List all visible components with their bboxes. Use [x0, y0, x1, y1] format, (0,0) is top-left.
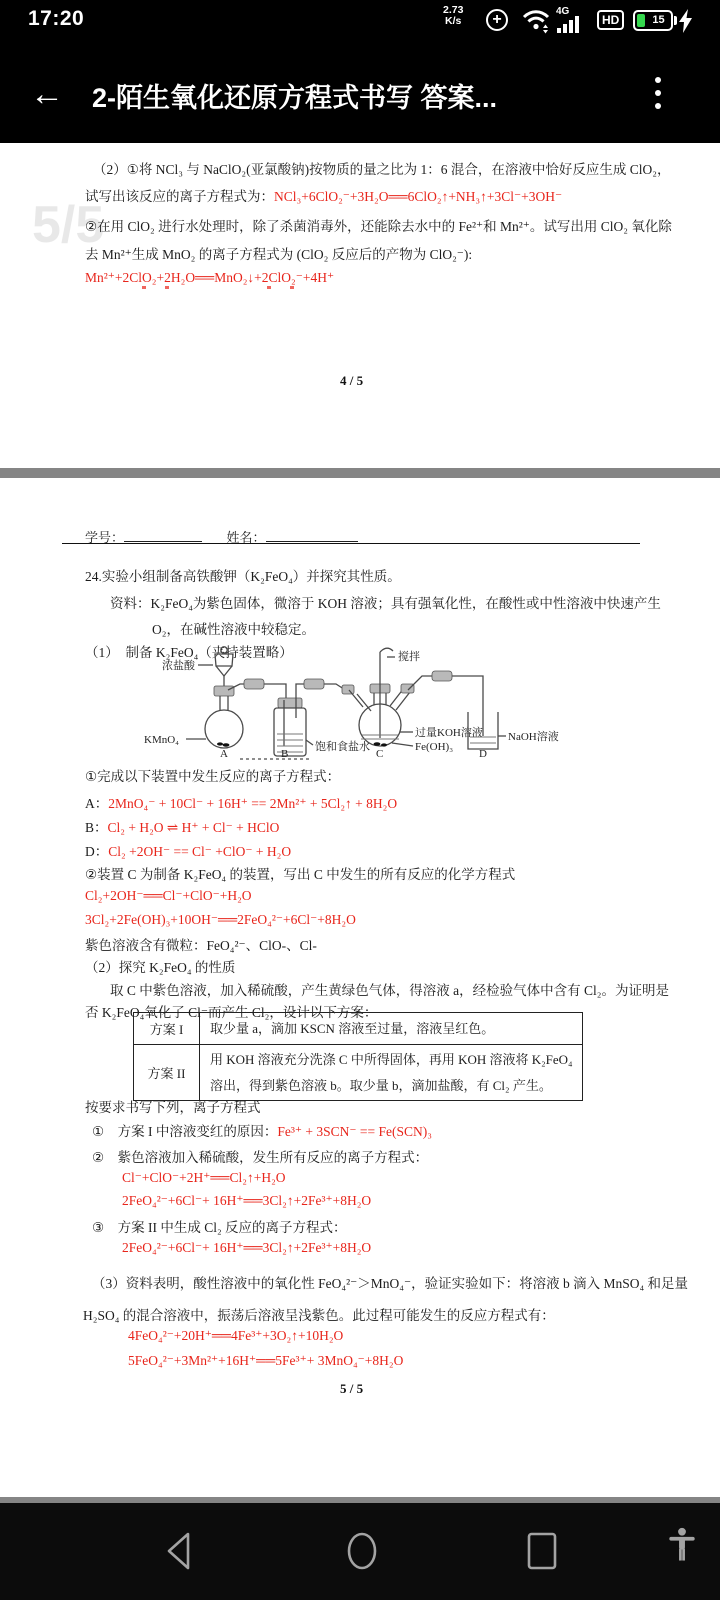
label-kmno4: KMnO₄	[144, 734, 180, 746]
page-divider	[0, 468, 720, 478]
table-row	[134, 1013, 582, 1044]
equation-answer: 3Cl₂+2Fe(OH)₃+10OH⁻══2FeO₄²⁻+6Cl⁻+8H₂O	[85, 912, 356, 927]
label-flask-c: C	[376, 748, 384, 760]
equation-answer: NCl₃+6ClO₂⁻+3H₂O══6ClO₂↑+NH₃↑+3Cl⁻+3OH⁻	[274, 189, 563, 204]
equation-answer: Fe³⁺ + 3SCN⁻ == Fe(SCN)₃	[277, 1124, 432, 1139]
name-label: 姓名：	[226, 530, 266, 545]
table-row	[134, 1044, 582, 1100]
plan-2-text-line2: 溶出，得到紫色溶液 b。取少量 b，滴加盐酸，有 Cl₂ 产生。	[210, 1077, 552, 1093]
net-speed-unit: K/s	[445, 15, 462, 27]
page-watermark: 5/5	[32, 196, 105, 254]
equation-answer: 5FeO₄²⁻+3Mn²⁺+16H⁺══5Fe³⁺+ 3MnO₄⁻+8H₂O	[128, 1353, 404, 1368]
clipped-text-fragment	[290, 286, 294, 289]
clipped-text-fragment	[142, 286, 146, 289]
equation-answer: Mn²⁺+2ClO₂+2H₂O══MnO₂↓+2ClO₂⁻+4H⁺	[85, 270, 335, 285]
plan-1-text: 取少量 a，滴加 KSCN 溶液至过量，溶液呈红色。	[210, 1020, 495, 1036]
equation-answer: 2FeO₄²⁻+6Cl⁻+ 16H⁺══3Cl₂↑+2Fe³⁺+8H₂O	[122, 1240, 372, 1255]
doc-line	[85, 792, 397, 812]
question-text: ① 方案 I 中溶液变红的原因：	[92, 1124, 278, 1139]
doc-line: 去 Mn²⁺生成 MnO₂ 的离子方程式为 (ClO₂ 反应后的产物为 ClO₂⁻):	[85, 247, 473, 262]
doc-line: 24.实验小组制备高铁酸钾（K₂FeO₄）并探究其性质。	[85, 569, 401, 584]
overflow-menu-button[interactable]	[654, 77, 662, 116]
accessibility-icon[interactable]	[660, 1525, 704, 1569]
battery-terminal	[674, 16, 677, 25]
clipped-text-fragment	[165, 286, 169, 289]
doc-line: 按要求书写下列，离子方程式	[85, 1100, 261, 1115]
doc-line: 紫色溶液含有微粒：FeO₄²⁻、ClO-、Cl-	[85, 938, 317, 953]
status-time: 17:20	[28, 7, 85, 30]
equation-answer: 4FeO₄²⁻+20H⁺══4Fe³⁺+3O₂↑+10H₂O	[128, 1328, 344, 1343]
plan-2-label: 方案 II	[134, 1045, 200, 1100]
doc-line	[85, 840, 291, 860]
hd-icon: HD	[597, 10, 624, 30]
label-brine: 饱和食盐水	[315, 741, 370, 753]
question-text: 试写出该反应的离子方程式为：	[85, 189, 274, 204]
label-hcl: 浓盐酸	[162, 660, 195, 672]
doc-line: （1） 制备 K₂FeO₄（夹持装置略）	[85, 645, 293, 660]
doc-line: ①完成以下装置中发生反应的离子方程式：	[85, 769, 341, 784]
label-flask-a: A	[220, 748, 228, 760]
doc-line: ② 紫色溶液加入稀硫酸，发生所有反应的离子方程式：	[92, 1150, 429, 1165]
doc-line	[92, 1120, 432, 1140]
doc-line: 否 K₂FeO₄氧化了 Cl⁻而产生 Cl₂，设计以下方案：	[85, 1005, 378, 1020]
student-id-blank	[124, 530, 202, 542]
equation-answer: Cl₂ +2OH⁻ == Cl⁻ +ClO⁻ + H₂O	[108, 844, 292, 859]
battery-level-fill	[637, 14, 645, 27]
doc-line: ②装置 C 为制备 K₂FeO₄ 的装置，写出 C 中发生的所有反应的化学方程式	[85, 867, 516, 882]
network-type-label: 4G	[556, 6, 570, 17]
name-blank	[266, 530, 358, 542]
page-number: 5 / 5	[340, 1381, 364, 1396]
label-bottle-b: B	[281, 748, 289, 760]
nav-recents-button[interactable]	[520, 1529, 564, 1573]
experiment-plan-table	[133, 1012, 583, 1101]
doc-line: O₂，在碱性溶液中较稳定。	[152, 622, 315, 637]
equation-answer: Cl₂ + H₂O ⇌ H⁺ + Cl⁻ + HClO	[107, 820, 280, 835]
equation-answer: 2FeO₄²⁻+6Cl⁻+ 16H⁺══3Cl₂↑+2Fe³⁺+8H₂O	[122, 1193, 372, 1208]
equation-answer: 2MnO₄⁻ + 10Cl⁻ + 16H⁺ == 2Mn²⁺ + 5Cl₂↑ + 8H₂O	[108, 796, 398, 811]
doc-line: 资料：K₂FeO₄为紫色固体，微溶于 KOH 溶液；具有强氧化性，在酸性或中性溶液中快速产生	[110, 596, 661, 611]
doc-line: （2）探究 K₂FeO₄ 的性质	[85, 960, 236, 975]
doc-line: （2）①将 NCl₃ 与 NaClO₂(亚氯酸钠)按物质的量之比为 1：6 混合，在溶液中恰好反应生成 ClO₂，	[93, 162, 671, 177]
signal-bars-icon	[556, 14, 582, 34]
student-id-label: 学号：	[85, 530, 125, 545]
charging-bolt-icon	[679, 9, 693, 33]
label-beaker-d: D	[479, 748, 487, 760]
plan-2-text-line1: 用 KOH 溶液充分洗涤 C 中所得固体，再用 KOH 溶液将 K₂FeO₄	[210, 1051, 573, 1067]
equation-label: D：	[85, 844, 109, 859]
top-bar	[0, 0, 720, 143]
android-nav-bar	[0, 1503, 720, 1600]
doc-line	[85, 185, 562, 205]
label-koh: 过量KOH溶液	[415, 727, 483, 739]
doc-line: ③ 方案 II 中生成 Cl₂ 反应的离子方程式：	[92, 1220, 347, 1235]
doc-line: 取 C 中紫色溶液，加入稀硫酸，产生黄绿色气体，得溶液 a，经检验气体中含有 Cl₂。为证明是	[110, 983, 669, 998]
page-number: 4 / 5	[340, 373, 364, 388]
equation-label: B：	[85, 820, 108, 835]
doc-line: ②在用 ClO₂ 进行水处理时，除了杀菌消毒外，还能除去水中的 Fe²⁺和 Mn²⁺。试写出用 ClO₂ 氧化除	[85, 219, 672, 234]
clipped-text-fragment	[267, 286, 271, 289]
label-naoh: NaOH溶液	[508, 731, 559, 743]
funnel-stopper	[221, 647, 227, 653]
data-saver-icon: +	[486, 9, 508, 31]
header-rule	[62, 543, 640, 544]
document-title: 2-陌生氧化还原方程式书写 答案...	[92, 83, 498, 113]
equation-answer: Cl₂+2OH⁻══Cl⁻+ClO⁻+H₂O	[85, 888, 252, 903]
wifi-icon	[521, 8, 551, 34]
plan-1-label: 方案 I	[134, 1013, 200, 1044]
battery-percent: 15	[652, 14, 665, 26]
net-speed-indicator	[443, 5, 463, 27]
label-feoh3: Fe(OH)₃	[415, 741, 454, 753]
doc-line: （3）资料表明，酸性溶液中的氧化性 FeO₄²⁻＞MnO₄⁻，验证实验如下：将溶液 b 滴入 MnSO₄ 和足量	[92, 1276, 689, 1291]
equation-label: A：	[85, 796, 109, 811]
label-stir: 搅拌	[398, 651, 420, 663]
nav-back-button[interactable]	[160, 1529, 204, 1573]
apparatus-diagram	[140, 640, 580, 764]
back-button[interactable]: ←	[30, 75, 64, 113]
doc-line	[85, 816, 279, 836]
battery-icon	[633, 10, 673, 31]
net-speed-value: 2.73	[443, 4, 464, 16]
nav-home-button[interactable]	[340, 1529, 384, 1573]
equation-answer: Cl⁻+ClO⁻+2H⁺══Cl₂↑+H₂O	[122, 1170, 286, 1185]
doc-line: H₂SO₄ 的混合溶液中，振荡后溶液呈浅紫色。此过程可能发生的反应方程式有：	[83, 1308, 555, 1323]
